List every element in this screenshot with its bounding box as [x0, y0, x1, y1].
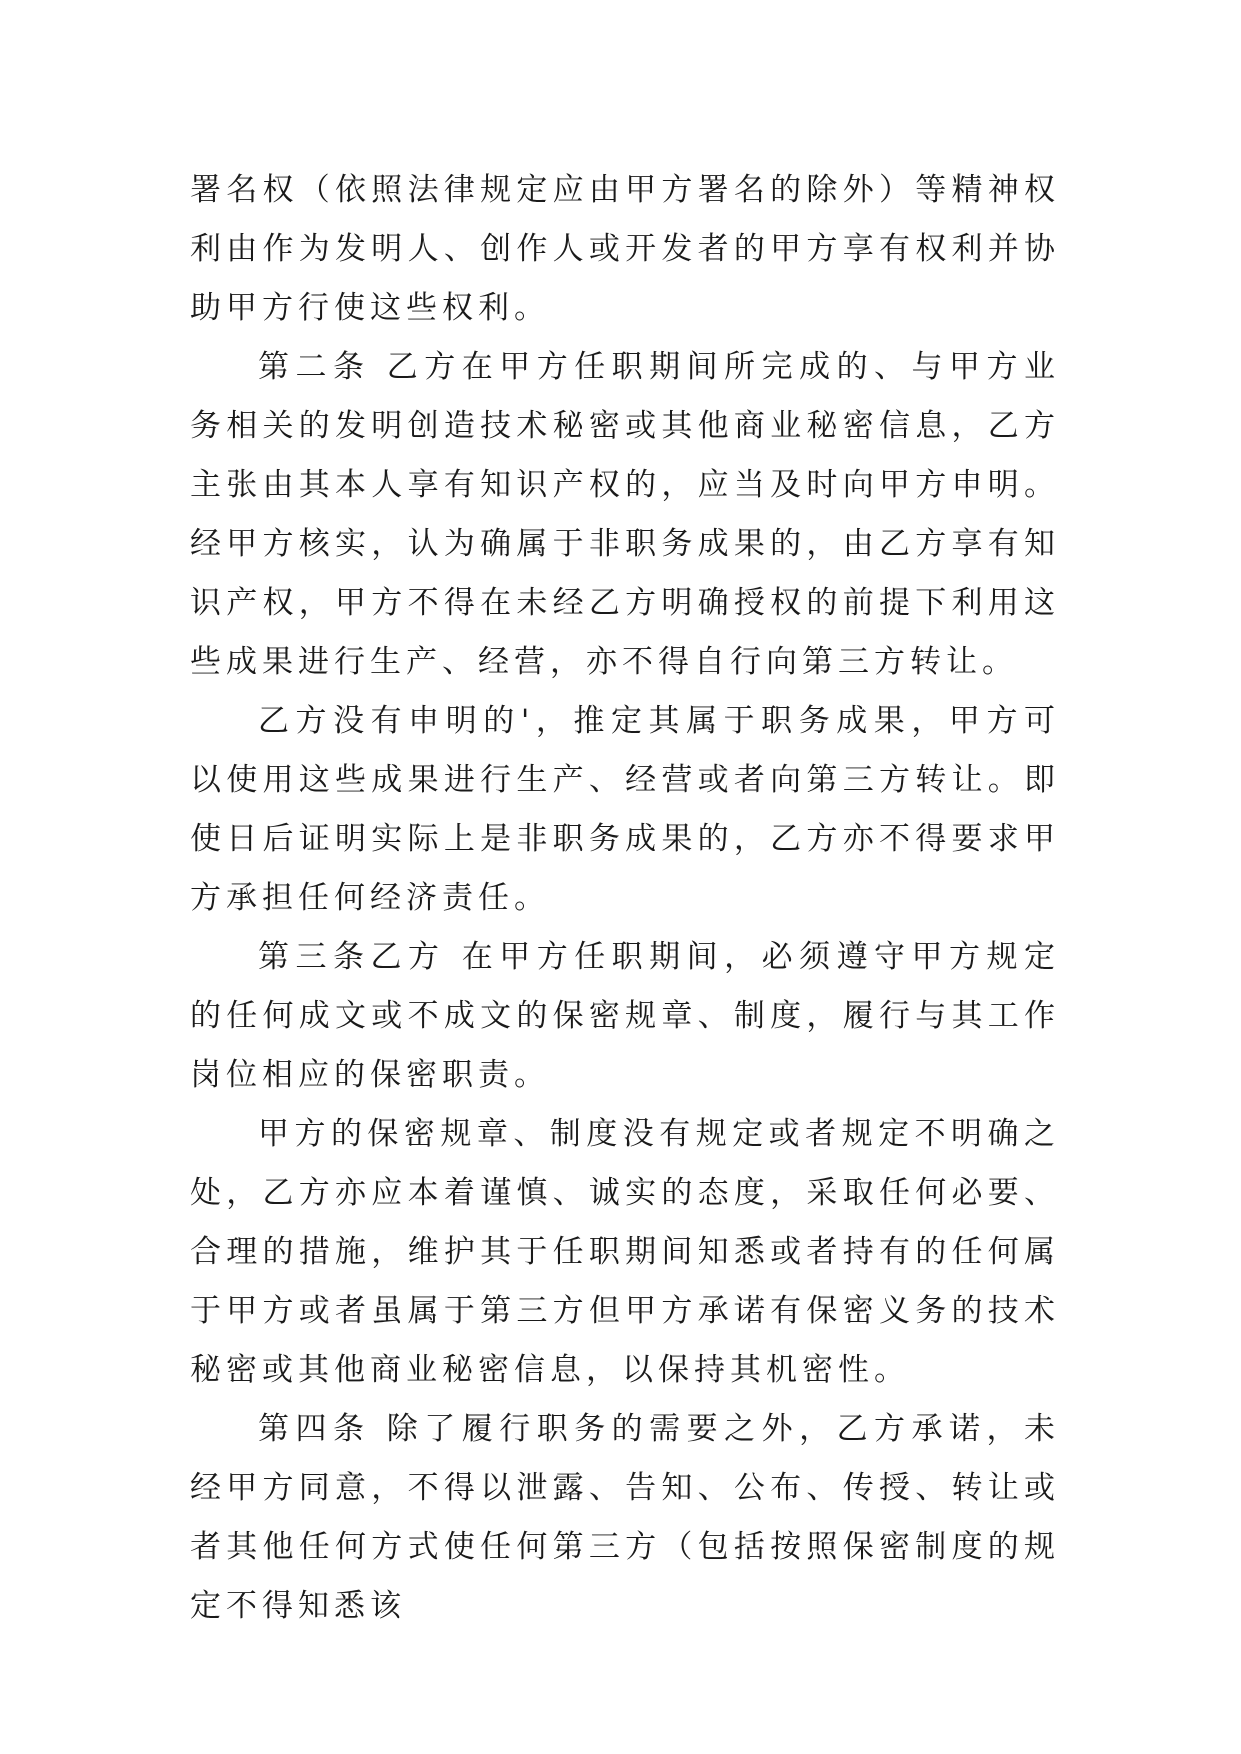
document-body: [190, 161, 1060, 1636]
paragraph-6: 第四条 除了履行职务的需要之外，乙方承诺，未经甲方同意，不得以泄露、告知、公布、传授、转让或者其他任何方式使任何第三方（包括按照保密制度的规定不得知悉该: [190, 1411, 1060, 1624]
paragraph-5: 甲方的保密规章、制度没有规定或者规定不明确之处，乙方亦应本着谨慎、诚实的态度，采取任何必要、合理的措施，维护其于任职期间知悉或者持有的任何属于甲方或者虽属于第三方但甲方承诺有保密义务的技术秘密或其他商业秘密信息，以保持其机密性。: [190, 1116, 1060, 1388]
paragraph-4: 第三条乙方 在甲方任职期间，必须遵守甲方规定的任何成文或不成文的保密规章、制度，履行与其工作岗位相应的保密职责。: [190, 939, 1060, 1093]
paragraph-2: 第二条 乙方在甲方任职期间所完成的、与甲方业务相关的发明创造技术秘密或其他商业秘密信息，乙方主张由其本人享有知识产权的，应当及时向甲方申明。经甲方核实，认为确属于非职务成果的，由乙方享有知识产权，甲方不得在未经乙方明确授权的前提下利用这些成果进行生产、经营，亦不得自行向第三方转让。: [190, 349, 1060, 680]
paragraph-3: 乙方没有申明的'，推定其属于职务成果，甲方可以使用这些成果进行生产、经营或者向第三方转让。即使日后证明实际上是非职务成果的，乙方亦不得要求甲方承担任何经济责任。: [190, 703, 1060, 916]
paragraph-1: 署名权（依照法律规定应由甲方署名的除外）等精神权利由作为发明人、创作人或开发者的甲方享有权利并协助甲方行使这些权利。: [190, 172, 1060, 326]
